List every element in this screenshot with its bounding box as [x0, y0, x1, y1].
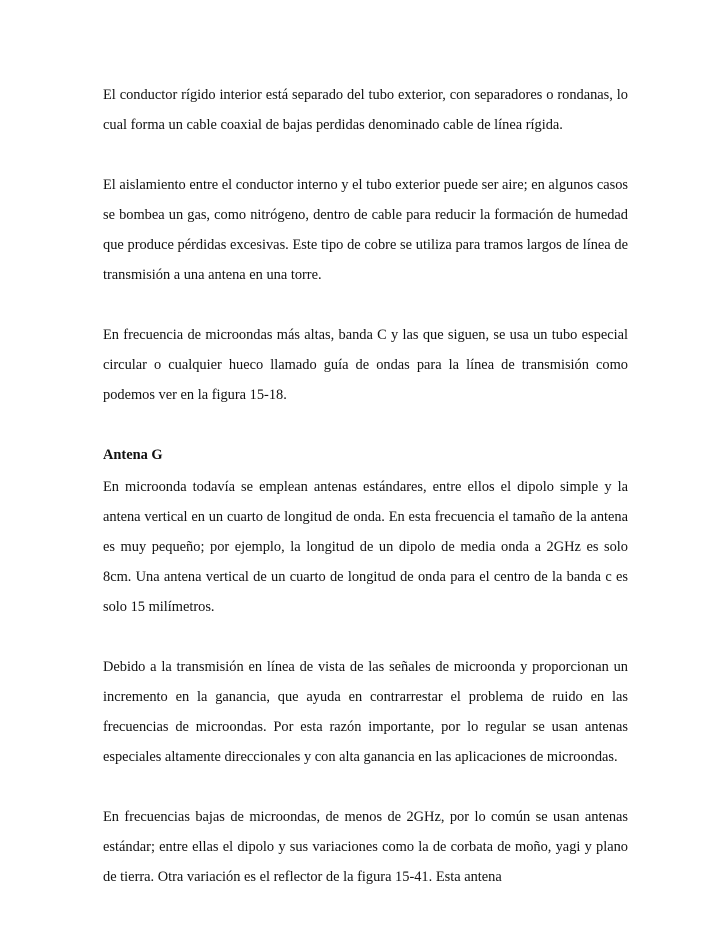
paragraph-standard-antennas: En microonda todavía se emplean antenas estándares, entre ellos el dipolo simple y la antena vertical en un cuarto de longitud de onda. En esta frecuencia el tamaño de la antena es muy pequeño; por ejemplo, la longitud de un dipolo de media onda a 2GHz es solo 8cm. Una antena vertical de un cuarto de longitud de onda para el centro de la banda c es solo 15 milímetros.: [103, 479, 628, 615]
paragraph-line-of-sight: Debido a la transmisión en línea de vista de las señales de microonda y proporcionan un incremento en la ganancia, que ayuda en contrarrestar el problema de ruido en las frecuencias de microondas. Por esta razón importante, por lo regular se usan antenas especiales altamente direccionales y con alta ganancia en las aplicaciones de microondas.: [103, 659, 628, 765]
document-body: [103, 80, 628, 892]
paragraph-insulation: El aislamiento entre el conductor interno y el tubo exterior puede ser aire; en algunos casos se bombea un gas, como nitrógeno, dentro de cable para reducir la formación de humedad que produce pérdidas excesivas. Este tipo de cobre se utiliza para tramos largos de línea de transmisión a una antena en una torre.: [103, 177, 628, 283]
paragraph-waveguide: En frecuencia de microondas más altas, banda C y las que siguen, se usa un tubo especial circular o cualquier hueco llamado guía de ondas para la línea de transmisión como podemos ver en la figura 15-18.: [103, 327, 628, 403]
paragraph-rigid-line: El conductor rígido interior está separado del tubo exterior, con separadores o rondanas, lo cual forma un cable coaxial de bajas perdidas denominado cable de línea rígida.: [103, 87, 628, 133]
section-heading: Antena G: [103, 447, 163, 463]
paragraph-low-frequencies: En frecuencias bajas de microondas, de menos de 2GHz, por lo común se usan antenas estándar; entre ellas el dipolo y sus variaciones como la de corbata de moño, yagi y plano de tierra. Otra variación es el reflector de la figura 15-41. Esta antena: [103, 809, 628, 885]
